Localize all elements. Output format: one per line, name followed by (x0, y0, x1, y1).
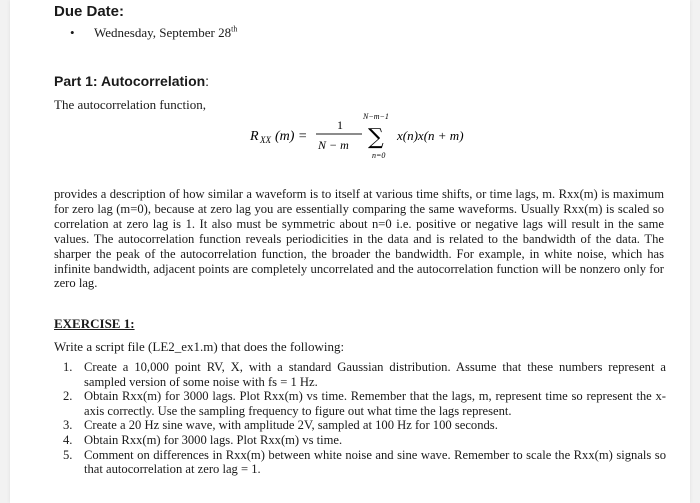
sigma-icon: ∑ (368, 125, 384, 150)
due-date-item (70, 25, 238, 41)
formula-body: x(n)x(n + m) (397, 128, 464, 143)
sum-upper-limit: N−m−1 (363, 112, 389, 121)
formula-numerator: 1 (337, 118, 343, 132)
formula-lhs-sub: XX (260, 135, 271, 145)
autocorrelation-formula (240, 110, 500, 162)
due-date-text: Wednesday, September 28th (94, 25, 238, 41)
formula-lhs: R (250, 129, 259, 144)
list-item: 4. Obtain Rxx(m) for 3000 lags. Plot Rxx(m) vs time. (63, 432, 343, 447)
description-paragraph: provides a description of how similar a waveform is to itself at various time shifts, or time lags, m. Rxx(m) is maximum for zero lag (m=0), because at zero lag you are essentially comparing the same waveforms. Usually Rxx(m) is scaled so correlation at zero lag is 1. It also must be symmetric about n=0 i.e. positive or negative lags will result in the same values. The autocorrelation function reveals periodicities in the data and is related to the bandwidth of the data. The sharper the peak of the autocorrelation function, the broader the bandwidth. For example, in white noise, which has infinite bandwidth, adjacent points are completely uncorrelated and the autocorrelation function will be nonzero only for zero lag. (54, 187, 664, 291)
formula-denominator: N − m (318, 138, 349, 152)
document-page (10, 0, 690, 503)
list-item: 5. Comment on differences in Rxx(m) between white noise and sine wave. Remember to scale the Rxx(m) signals so that autocorrelation at zero lag = 1. (63, 447, 666, 477)
exercise-intro: Write a script file (LE2_ex1.m) that does the following: (54, 339, 345, 354)
sum-lower-limit: n=0 (372, 151, 386, 160)
part1-heading: Part 1: Autocorrelation: (54, 73, 210, 89)
exercise-heading: EXERCISE 1: (54, 316, 135, 331)
part1-intro: The autocorrelation function, (54, 97, 206, 112)
due-date-heading: Due Date: (54, 3, 125, 20)
exercise-list (54, 360, 666, 477)
list-item: 3. Create a 20 Hz sine wave, with amplitude 2V, sampled at 100 Hz for 100 seconds. (63, 418, 498, 433)
bullet-icon: • (70, 25, 75, 40)
list-item: 2. Obtain Rxx(m) for 3000 lags. Plot Rxx(m) vs time. Remember that the lags, m, represent time so represent the x-axis correctly. Use the sampling frequency to figure out what time the lags represent. (63, 389, 666, 418)
list-item: 1. Create a 10,000 point RV, X, with a standard Gaussian distribution. Assume that these numbers represent a sampled version of some noise with fs = 1 Hz. (63, 360, 666, 389)
formula-lhs-arg: (m) = (275, 129, 308, 144)
